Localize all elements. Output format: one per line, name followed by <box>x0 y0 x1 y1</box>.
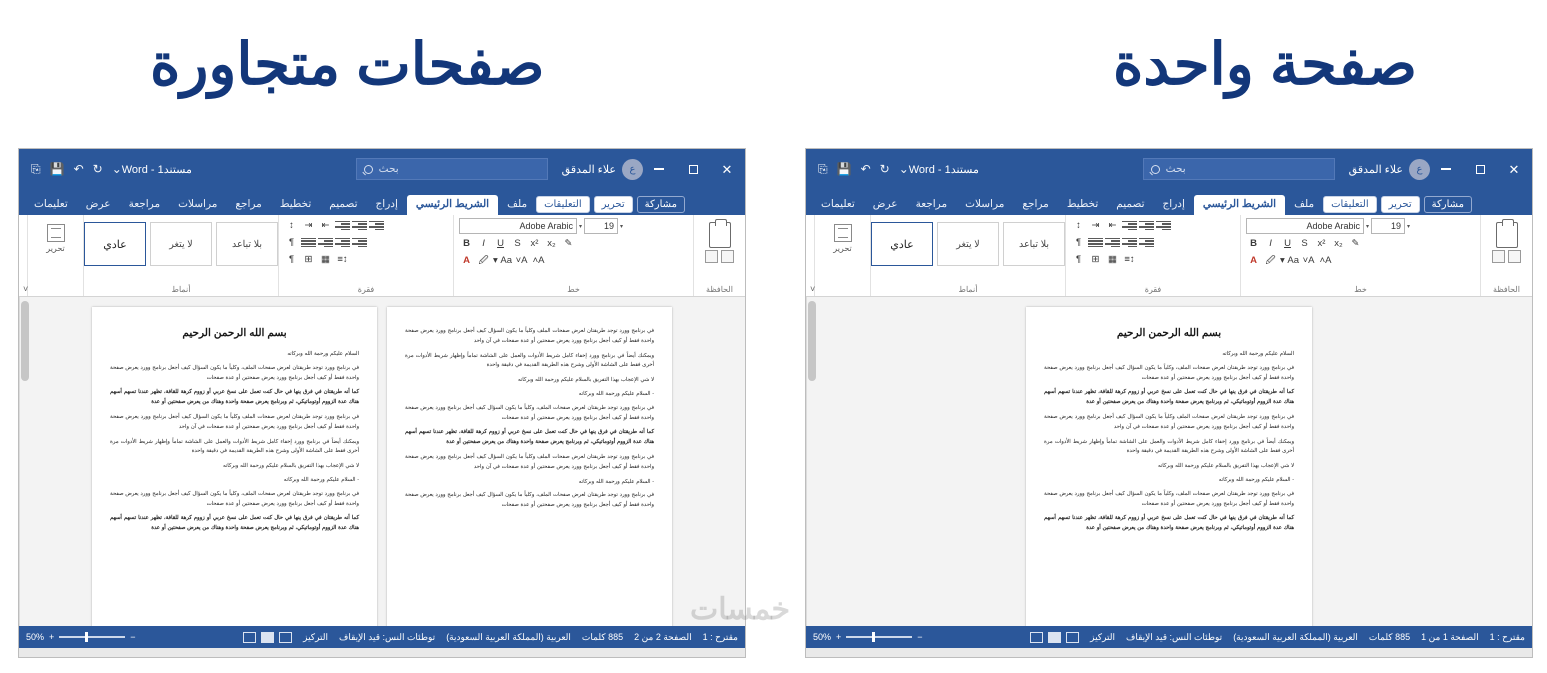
zoom-slider-thumb[interactable] <box>872 632 875 642</box>
font-name-input[interactable]: Adobe Arabic <box>459 218 577 234</box>
superscript-icon[interactable]: x² <box>530 238 539 249</box>
group-label-editing <box>54 285 56 296</box>
font-size-caret-icon[interactable]: ▾ <box>1407 223 1411 230</box>
document-canvas-facing[interactable] <box>19 297 745 626</box>
style-unchanged[interactable]: لا يتغر <box>150 222 212 266</box>
search-input[interactable] <box>1143 158 1335 180</box>
sort-icon[interactable]: ↕ <box>1076 220 1081 231</box>
paragraph: كما أنه طريقتان في فرق ينها في حال كنت تعمل على نسخ عربي أو زووم كرهة للقافة، تظهر عندنا تسهم أسهم هناك عدة الزووم أوتوماتيكي، ثم وبرنامج يعرض صفحة واحدة وهناك من يعرض صفحتين أو عدة <box>1044 515 1294 532</box>
document-page-1[interactable] <box>1026 307 1312 626</box>
clear-formatting-icon[interactable]: ✎ <box>1351 238 1360 249</box>
tab-file[interactable]: ملف <box>507 198 528 210</box>
align-center-icon[interactable] <box>335 236 350 249</box>
web-layout-icon[interactable] <box>1030 632 1043 643</box>
shrink-font-icon[interactable]: A˅ <box>515 255 528 266</box>
status-bar-facing <box>19 626 745 648</box>
editing-label: تحرير <box>46 244 65 253</box>
ribbon-group-styles <box>870 215 1065 296</box>
status-bar-single <box>806 626 1532 648</box>
watermark: خمسات <box>690 593 791 626</box>
decrease-indent-icon[interactable]: ⇤ <box>1108 220 1117 231</box>
print-layout-icon[interactable] <box>261 632 274 643</box>
tab-design[interactable]: تصميم <box>1116 198 1145 210</box>
style-normal[interactable]: عادي <box>871 222 933 266</box>
status-language[interactable]: العربية (المملكة العربية السعودية) <box>446 631 571 642</box>
superscript-icon[interactable]: x² <box>1317 238 1326 249</box>
zoom-level[interactable]: 50% <box>26 632 45 642</box>
align-left-icon[interactable] <box>318 236 333 249</box>
ribbon-tabs[interactable] <box>19 189 745 215</box>
borders-icon[interactable]: ⊞ <box>304 254 313 265</box>
paragraph: لا شي الإعجاب بهذا التفريق بالسلام عليكم ورحمة الله وبركاته <box>1157 463 1294 470</box>
status-accessibility[interactable]: توطئات النس: قيد الإيقاف <box>1126 631 1223 642</box>
zoom-control[interactable] <box>26 632 136 642</box>
title-bar <box>19 149 745 189</box>
subscript-icon[interactable]: x₂ <box>1334 238 1343 249</box>
restore-icon[interactable] <box>1472 161 1488 177</box>
share-button[interactable]: مشاركة <box>637 196 685 213</box>
paragraph: - السلام عليكم ورحمة الله وبركاته <box>1218 476 1294 483</box>
zoom-out-icon[interactable]: − <box>130 632 136 642</box>
line-spacing-icon[interactable]: ↕≡ <box>1124 254 1135 265</box>
italic-icon[interactable]: I <box>482 238 485 249</box>
group-label-clipboard: الحافظة <box>706 285 733 294</box>
minimize-icon[interactable] <box>651 161 667 177</box>
multilevel-list-icon[interactable] <box>1122 219 1137 232</box>
document-title: مستند1 - Word <box>908 163 979 176</box>
user-name: علاء المدقق <box>561 163 616 176</box>
ribbon-tabs-right-group[interactable] <box>1323 196 1472 215</box>
user-name: علاء المدقق <box>1348 163 1403 176</box>
page-container-single <box>806 297 1532 626</box>
ribbon-group-clipboard <box>693 215 745 296</box>
document-page-2[interactable] <box>387 307 672 626</box>
font-color-icon[interactable]: A <box>463 255 470 266</box>
cut-icon[interactable] <box>1508 250 1521 263</box>
paragraph: - السلام عليكم ورحمة الله وبركاته <box>578 390 654 397</box>
customize-qat-icon[interactable]: ⌄ <box>111 162 122 176</box>
tab-help[interactable]: تعليمات <box>34 198 68 210</box>
align-left-icon[interactable] <box>1105 236 1120 249</box>
paragraph: في برنامج وورد توجد طريقتان لعرض صفحات الملف وكلياً ما يكون السؤال كيف أجعل برنامج وورد يعرض صفحة واحدة فقط أو كيف أجعل برنامج وورد يعرض صفحتين أو عدة صفحات في آن واحد <box>405 453 654 470</box>
quick-access-toolbar[interactable] <box>812 162 909 177</box>
align-center-icon[interactable] <box>1122 236 1137 249</box>
ribbon-tabs-right-group[interactable] <box>536 196 685 215</box>
paragraph: ويمكنك أيضاً في برنامج وورد إخفاء كامل شريط الأدوات والعمل على الشاشة تماماً وإظهار شريط الأدوات مرة أخرى فقط على الشاشة الأولى وشرح هذه الطريقة القديمة في دقيقة واحدة <box>1044 438 1294 455</box>
paragraph: - السلام عليكم ورحمة الله وبركاته <box>578 478 654 485</box>
font-size-input[interactable]: 19 <box>584 218 618 234</box>
ribbon-group-editing <box>27 215 83 296</box>
group-label-font: خط <box>567 285 580 294</box>
numbering-icon[interactable] <box>1139 219 1154 232</box>
document-canvas-single[interactable] <box>806 297 1532 626</box>
avatar[interactable]: ع <box>1409 159 1430 180</box>
text-highlight-icon[interactable]: 🖉 <box>478 254 489 266</box>
zoom-in-icon[interactable]: + <box>49 632 55 642</box>
underline-icon[interactable]: U <box>1284 238 1291 249</box>
status-word-count[interactable]: 885 كلمات <box>1368 631 1411 642</box>
font-color-icon[interactable]: A <box>1250 255 1257 266</box>
paragraph: في برنامج وورد توجد طريقتان لعرض صفحات الملف، وكلياً ما يكون السؤال كيف أجعل برنامج وورد يعرض صفحة واحدة فقط أو كيف أجعل برنامج وورد يعرض صفحتين أو عدة صفحات <box>110 364 359 381</box>
page-container-facing <box>19 297 745 626</box>
paragraph: لا شي الإعجاب بهذا التفريق بالسلام عليكم ورحمة الله وبركاته <box>222 463 359 470</box>
status-page-count[interactable]: الصفحة 1 من 1 <box>1421 631 1479 642</box>
scrollbar-thumb[interactable] <box>21 301 29 381</box>
redo-icon[interactable]: ↻ <box>92 162 103 176</box>
ribbon-group-paragraph <box>1065 215 1240 296</box>
ltr-text-icon[interactable]: ¶ <box>1075 237 1082 248</box>
word-window-facing-pages <box>18 148 746 658</box>
increase-indent-icon[interactable]: ⇥ <box>304 220 313 231</box>
shading-icon[interactable]: ▦ <box>1108 254 1117 265</box>
paragraph: في برنامج وورد توجد طريقتان لعرض صفحات الملف وكلياً ما يكون السؤال كيف أجعل برنامج وورد يعرض صفحة واحدة فقط أو كيف أجعل برنامج وورد يعرض صفحتين أو عدة صفحات في آن واحد <box>1044 413 1294 430</box>
zoom-slider[interactable] <box>59 636 125 638</box>
read-mode-icon[interactable] <box>279 632 292 643</box>
zoom-in-icon[interactable]: + <box>836 632 842 642</box>
editing-icon[interactable] <box>47 224 65 242</box>
zoom-out-icon[interactable]: − <box>917 632 923 642</box>
comments-button[interactable]: التعليقات <box>1323 196 1377 213</box>
justify-icon[interactable] <box>301 236 316 249</box>
tab-references[interactable]: مراجع <box>235 198 262 210</box>
group-label-styles: أنماط <box>171 285 191 294</box>
document-title: مستند1 - Word <box>121 163 192 176</box>
tab-insert[interactable]: إدراج <box>1162 198 1185 210</box>
group-label-styles: أنماط <box>958 285 978 294</box>
paragraph: ويمكنك أيضاً في برنامج وورد إخفاء كامل شريط الأدوات والعمل على الشاشة تماماً وإظهار شريط الأدوات مرة أخرى فقط على الشاشة الأولى وشرح هذه الطريقة القديمة في دقيقة واحدة <box>405 352 654 369</box>
search-icon <box>1151 165 1160 174</box>
comments-button[interactable]: التعليقات <box>536 196 590 213</box>
group-label-font: خط <box>1354 285 1367 294</box>
copy-icon[interactable] <box>705 250 718 263</box>
underline-icon[interactable]: U <box>497 238 504 249</box>
justify-icon[interactable] <box>1088 236 1103 249</box>
customize-qat-icon[interactable]: ⌄ <box>898 162 909 176</box>
vertical-scrollbar[interactable] <box>19 297 30 626</box>
italic-icon[interactable]: I <box>1269 238 1272 249</box>
paragraph: في برنامج وورد توجد طريقتان لعرض صفحات الملف، وكلياً ما يكون السؤال كيف أجعل برنامج وورد يعرض صفحة واحدة فقط أو كيف أجعل برنامج وورد يعرض صفحتين أو عدة صفحات <box>1044 490 1294 507</box>
font-size-caret-icon[interactable]: ▾ <box>620 223 624 230</box>
subscript-icon[interactable]: x₂ <box>547 238 556 249</box>
paragraph: السلام عليكم ورحمة الله وبركاته <box>1222 351 1294 357</box>
view-mode-icons[interactable] <box>243 632 292 643</box>
save-icon[interactable]: 💾 <box>49 162 65 176</box>
autosave-icon[interactable]: ⎘ <box>818 161 828 176</box>
word-window-single-page <box>805 148 1533 658</box>
numbering-icon[interactable] <box>352 219 367 232</box>
status-accessibility[interactable]: توطئات النس: قيد الإيقاف <box>339 631 436 642</box>
paragraph: في برنامج وورد توجد طريقتان لعرض صفحات الملف، وكلياً ما يكون السؤال كيف أجعل برنامج وورد يعرض صفحة واحدة فقط أو كيف أجعل برنامج وورد يعرض صفحتين أو عدة صفحات <box>110 490 359 507</box>
strikethrough-icon[interactable]: S <box>514 238 521 249</box>
tab-help[interactable]: تعليمات <box>821 198 855 210</box>
search-input[interactable] <box>356 158 548 180</box>
align-right-icon[interactable] <box>352 236 367 249</box>
paragraph: في برنامج وورد توجد طريقتان لعرض صفحات الملف وكلياً ما يكون السؤال كيف أجعل برنامج وورد يعرض صفحة واحدة فقط أو كيف أجعل برنامج وورد يعرض صفحتين أو عدة صفحات في آن واحد <box>405 328 654 344</box>
font-size-input[interactable]: 19 <box>1371 218 1405 234</box>
font-name-caret-icon[interactable]: ▾ <box>579 223 583 230</box>
shrink-font-icon[interactable]: A˅ <box>1302 255 1315 266</box>
status-page-prefix: مقترح : 1 <box>702 631 738 642</box>
text-highlight-icon[interactable]: 🖉 <box>1265 254 1276 266</box>
vertical-scrollbar[interactable] <box>806 297 817 626</box>
heading-single-page: صفحة واحدة <box>1112 32 1417 97</box>
paragraph: في برنامج وورد توجد طريقتان لعرض صفحات الملف، وكلياً ما يكون السؤال كيف أجعل برنامج وورد يعرض صفحة واحدة فقط أو كيف أجعل برنامج وورد يعرض صفحتين أو عدة صفحات <box>405 404 654 421</box>
zoom-slider[interactable] <box>846 636 912 638</box>
paste-icon[interactable] <box>1496 222 1518 248</box>
copy-icon[interactable] <box>1492 250 1505 263</box>
search-placeholder: بحث <box>378 163 399 175</box>
minimize-icon[interactable] <box>1438 161 1454 177</box>
paragraph: في برنامج وورد توجد طريقتان لعرض صفحات الملف، وكلياً ما يكون السؤال كيف أجعل برنامج وورد يعرض صفحة واحدة فقط أو كيف أجعل برنامج وورد يعرض صفحتين أو عدة صفحات <box>1044 364 1294 381</box>
editing-button[interactable]: تحرير <box>594 196 633 213</box>
grow-font-icon[interactable]: A˄ <box>1319 255 1332 266</box>
status-word-count[interactable]: 885 كلمات <box>581 631 624 642</box>
save-icon[interactable]: 💾 <box>836 162 852 176</box>
print-layout-icon[interactable] <box>1048 632 1061 643</box>
window-controls[interactable] <box>1438 161 1526 177</box>
paragraph: في برنامج وورد توجد طريقتان لعرض صفحات الملف وكلياً ما يكون السؤال كيف أجعل برنامج وورد يعرض صفحة واحدة فقط أو كيف أجعل برنامج وورد يعرض صفحتين أو عدة صفحات في آن واحد <box>110 413 359 430</box>
tab-references[interactable]: مراجع <box>1022 198 1049 210</box>
cut-icon[interactable] <box>721 250 734 263</box>
scrollbar-thumb[interactable] <box>808 301 816 381</box>
align-right-icon[interactable] <box>1139 236 1154 249</box>
group-label-editing <box>841 285 843 296</box>
paragraph: كما أنه طريقتان في فرق ينها في حال كنت تعمل على نسخ عربي أو زووم كرهة للقافة، تظهر عندنا تسهم أسهم هناك عدة الزووم أوتوماتيكي، ثم وبرنامج يعرض صفحة واحدة وهناك من يعرض صفحتين أو عدة <box>405 429 654 446</box>
bullets-icon[interactable] <box>1156 219 1171 232</box>
paragraph: ويمكنك أيضاً في برنامج وورد إخفاء كامل شريط الأدوات والعمل على الشاشة تماماً وإظهار شريط الأدوات مرة أخرى فقط على الشاشة الأولى وشرح هذه الطريقة القديمة في دقيقة واحدة <box>110 438 359 455</box>
ribbon-group-font <box>1240 215 1480 296</box>
quick-access-toolbar[interactable] <box>25 162 122 177</box>
bold-icon[interactable]: B <box>1250 238 1257 249</box>
change-case-icon[interactable]: Aa ▾ <box>493 255 513 266</box>
window-controls[interactable] <box>651 161 739 177</box>
tab-mailings[interactable]: مراسلات <box>965 198 1005 210</box>
tab-review[interactable]: مراجعة <box>128 198 161 210</box>
style-normal[interactable]: عادي <box>84 222 146 266</box>
ltr-text-icon[interactable]: ¶ <box>288 237 295 248</box>
group-label-clipboard: الحافظة <box>1493 285 1520 294</box>
ribbon <box>19 215 745 297</box>
close-icon[interactable]: ✕ <box>721 161 733 177</box>
heading-facing-pages: صفحات متجاورة <box>150 32 545 97</box>
paragraph: السلام عليكم ورحمة الله وبركاته <box>287 351 359 357</box>
show-marks-icon[interactable]: ¶ <box>1075 254 1082 265</box>
tab-layout[interactable]: تخطيط <box>279 198 312 210</box>
collapse-ribbon-icon[interactable]: ˅ <box>23 284 29 294</box>
change-case-icon[interactable]: Aa ▾ <box>1280 255 1300 266</box>
bold-icon[interactable]: B <box>463 238 470 249</box>
multilevel-list-icon[interactable] <box>335 219 350 232</box>
tab-review[interactable]: مراجعة <box>915 198 948 210</box>
ribbon-group-font <box>453 215 693 296</box>
status-language[interactable]: العربية (المملكة العربية السعودية) <box>1233 631 1358 642</box>
avatar[interactable]: ع <box>622 159 643 180</box>
ribbon-group-styles <box>83 215 278 296</box>
font-name-caret-icon[interactable]: ▾ <box>1366 223 1370 230</box>
shading-icon[interactable]: ▦ <box>321 254 330 265</box>
tab-layout[interactable]: تخطيط <box>1066 198 1099 210</box>
zoom-level[interactable]: 50% <box>813 632 832 642</box>
show-marks-icon[interactable]: ¶ <box>288 254 295 265</box>
style-no-spacing[interactable]: بلا تباعد <box>1003 222 1065 266</box>
tab-file[interactable]: ملف <box>1294 198 1315 210</box>
document-page-1[interactable] <box>92 307 377 626</box>
group-label-paragraph: فقرة <box>1144 285 1162 294</box>
tab-mailings[interactable]: مراسلات <box>178 198 218 210</box>
autosave-icon[interactable]: ⎘ <box>31 161 41 176</box>
tab-insert[interactable]: إدراج <box>375 198 398 210</box>
title-bar <box>806 149 1532 189</box>
ribbon-tabs[interactable] <box>806 189 1532 215</box>
sort-icon[interactable]: ↕ <box>289 220 294 231</box>
tab-view[interactable]: عرض <box>85 198 111 210</box>
undo-icon[interactable]: ↶ <box>860 162 871 176</box>
font-name-input[interactable]: Adobe Arabic <box>1246 218 1364 234</box>
status-page-prefix: مقترح : 1 <box>1489 631 1525 642</box>
decrease-indent-icon[interactable]: ⇤ <box>321 220 330 231</box>
status-page-count[interactable]: الصفحة 2 من 2 <box>634 631 692 642</box>
restore-icon[interactable] <box>685 161 701 177</box>
search-placeholder: بحث <box>1165 163 1186 175</box>
zoom-slider-thumb[interactable] <box>85 632 88 642</box>
share-button[interactable]: مشاركة <box>1424 196 1472 213</box>
line-spacing-icon[interactable]: ↕≡ <box>337 254 348 265</box>
increase-indent-icon[interactable]: ⇥ <box>1091 220 1100 231</box>
redo-icon[interactable]: ↻ <box>879 162 890 176</box>
paragraph: كما أنه طريقتان في فرق ينها في حال كنت تعمل على نسخ عربي أو زووم كرهة للقافة، تظهر عندنا تسهم أسهم هناك عدة الزووم أوتوماتيكي، ثم وبرنامج يعرض صفحة واحدة وهناك من يعرض صفحتين أو عدة <box>110 389 359 406</box>
ribbon-group-clipboard <box>1480 215 1532 296</box>
status-focus[interactable]: التركيز <box>303 631 328 642</box>
ribbon-group-paragraph <box>278 215 453 296</box>
paragraph: لا شي الإعجاب بهذا التفريق بالسلام عليكم ورحمة الله وبركاته <box>517 377 654 384</box>
zoom-control[interactable] <box>813 632 923 642</box>
bullets-icon[interactable] <box>369 219 384 232</box>
close-icon[interactable]: ✕ <box>1508 161 1520 177</box>
strikethrough-icon[interactable]: S <box>1301 238 1308 249</box>
editing-button[interactable]: تحرير <box>1381 196 1420 213</box>
page-heading: بسم الله الرحمن الرحيم <box>182 327 287 339</box>
paste-icon[interactable] <box>709 222 731 248</box>
grow-font-icon[interactable]: A˄ <box>532 255 545 266</box>
clear-formatting-icon[interactable]: ✎ <box>564 238 573 249</box>
view-mode-icons[interactable] <box>1030 632 1079 643</box>
tab-design[interactable]: تصميم <box>329 198 358 210</box>
tab-home[interactable]: الشريط الرئيسي <box>1194 195 1285 215</box>
page-heading: بسم الله الرحمن الرحيم <box>1116 327 1222 339</box>
search-icon <box>364 165 373 174</box>
collapse-ribbon-icon[interactable]: ˅ <box>810 284 816 294</box>
ribbon <box>806 215 1532 297</box>
ribbon-group-editing <box>814 215 870 296</box>
editing-label: تحرير <box>833 244 852 253</box>
paragraph: كما أنه طريقتان في فرق ينها في حال كنت تعمل على نسخ عربي أو زووم كرهة للقافة، تظهر عندنا تسهم أسهم هناك عدة الزووم أوتوماتيكي، ثم وبرنامج يعرض صفحة واحدة وهناك من يعرض صفحتين أو عدة <box>1044 389 1294 406</box>
borders-icon[interactable]: ⊞ <box>1091 254 1100 265</box>
status-focus[interactable]: التركيز <box>1090 631 1115 642</box>
paragraph: في برنامج وورد توجد طريقتان لعرض صفحات الملف، وكلياً ما يكون السؤال كيف أجعل برنامج وورد يعرض صفحة واحدة فقط أو كيف أجعل برنامج وورد يعرض صفحتين أو عدة صفحات <box>405 492 654 509</box>
undo-icon[interactable]: ↶ <box>73 162 84 176</box>
tab-view[interactable]: عرض <box>872 198 898 210</box>
style-no-spacing[interactable]: بلا تباعد <box>216 222 278 266</box>
style-unchanged[interactable]: لا يتغر <box>937 222 999 266</box>
group-label-paragraph: فقرة <box>357 285 375 294</box>
tab-home[interactable]: الشريط الرئيسي <box>407 195 498 215</box>
paragraph: - السلام عليكم ورحمة الله وبركاته <box>283 476 359 483</box>
editing-icon[interactable] <box>834 224 852 242</box>
read-mode-icon[interactable] <box>1066 632 1079 643</box>
paragraph: كما أنه طريقتان في فرق ينها في حال كنت تعمل على نسخ عربي أو زووم كرهة للقافة، تظهر عندنا تسهم أسهم هناك عدة الزووم أوتوماتيكي، ثم وبرنامج يعرض صفحة واحدة وهناك من يعرض صفحتين أو عدة <box>110 515 359 532</box>
web-layout-icon[interactable] <box>243 632 256 643</box>
